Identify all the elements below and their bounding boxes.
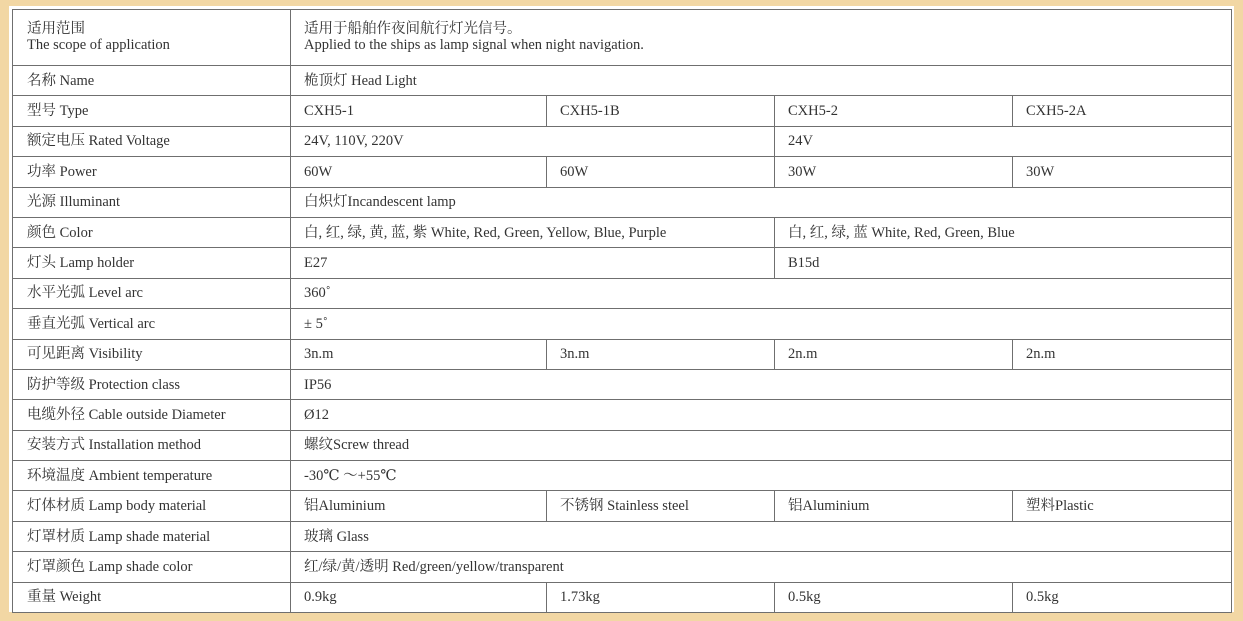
spec-value: 铝Aluminium: [291, 491, 547, 521]
scope-value-cell: [291, 10, 1232, 66]
spec-value: 白, 红, 绿, 黄, 蓝, 紫 White, Red, Green, Yellow, Blue, Purple: [291, 217, 775, 247]
spec-row: [13, 278, 1232, 308]
spec-value: ± 5˚: [291, 309, 1232, 339]
spec-value: 玻璃 Glass: [291, 521, 1232, 551]
spec-value: CXH5-2A: [1013, 96, 1232, 126]
spec-value: 3n.m: [291, 339, 547, 369]
spec-row: [13, 491, 1232, 521]
spec-value: 60W: [547, 157, 775, 187]
spec-row: [13, 96, 1232, 126]
spec-value: 30W: [1013, 157, 1232, 187]
spec-value: 白炽灯Incandescent lamp: [291, 187, 1232, 217]
spec-row: [13, 248, 1232, 278]
spec-value: 白, 红, 绿, 蓝 White, Red, Green, Blue: [775, 217, 1232, 247]
spec-label: 水平光弧 Level arc: [13, 278, 291, 308]
spec-row: [13, 369, 1232, 399]
spec-row: [13, 187, 1232, 217]
spec-value: 2n.m: [775, 339, 1013, 369]
spec-value: B15d: [775, 248, 1232, 278]
scope-value-zh: 适用于船舶作夜间航行灯光信号。: [304, 21, 522, 37]
spec-row: [13, 582, 1232, 612]
spec-value: 桅顶灯 Head Light: [291, 66, 1232, 96]
spec-value: CXH5-1B: [547, 96, 775, 126]
spec-value: 不锈钢 Stainless steel: [547, 491, 775, 521]
spec-value: IP56: [291, 369, 1232, 399]
spec-row: [13, 430, 1232, 460]
spec-value: E27: [291, 248, 775, 278]
spec-label: 灯体材质 Lamp body material: [13, 491, 291, 521]
spec-row: [13, 461, 1232, 491]
spec-row: [13, 339, 1232, 369]
spec-label: 灯头 Lamp holder: [13, 248, 291, 278]
spec-value: 螺纹Screw thread: [291, 430, 1232, 460]
spec-row: [13, 66, 1232, 96]
spec-value: 1.73kg: [547, 582, 775, 612]
scope-row: [13, 10, 1232, 66]
spec-value: 2n.m: [1013, 339, 1232, 369]
spec-value: -30℃ ～+55℃: [291, 461, 1232, 491]
spec-label: 灯罩材质 Lamp shade material: [13, 521, 291, 551]
spec-sheet-frame: [9, 6, 1234, 612]
spec-value: 360˚: [291, 278, 1232, 308]
spec-row: [13, 157, 1232, 187]
scope-label-en: The scope of application: [27, 37, 170, 53]
spec-value: 红/绿/黄/透明 Red/green/yellow/transparent: [291, 552, 1232, 582]
spec-value: 24V: [775, 126, 1232, 156]
spec-value: Ø12: [291, 400, 1232, 430]
spec-value: 60W: [291, 157, 547, 187]
spec-value: CXH5-1: [291, 96, 547, 126]
spec-row: [13, 521, 1232, 551]
spec-value: 0.5kg: [775, 582, 1013, 612]
scope-label-zh: 适用范围: [27, 21, 85, 37]
spec-label: 重量 Weight: [13, 582, 291, 612]
spec-value: CXH5-2: [775, 96, 1013, 126]
spec-value: 0.5kg: [1013, 582, 1232, 612]
spec-row: [13, 552, 1232, 582]
spec-value: 24V, 110V, 220V: [291, 126, 775, 156]
spec-label: 防护等级 Protection class: [13, 369, 291, 399]
spec-label: 名称 Name: [13, 66, 291, 96]
spec-row: [13, 309, 1232, 339]
spec-row: [13, 400, 1232, 430]
spec-value: 30W: [775, 157, 1013, 187]
spec-table: [12, 9, 1232, 613]
spec-label: 额定电压 Rated Voltage: [13, 126, 291, 156]
spec-label: 光源 Illuminant: [13, 187, 291, 217]
spec-row: [13, 217, 1232, 247]
spec-label: 环境温度 Ambient temperature: [13, 461, 291, 491]
spec-label: 垂直光弧 Vertical arc: [13, 309, 291, 339]
scope-value-en: Applied to the ships as lamp signal when night navigation.: [304, 37, 644, 53]
spec-value: 0.9kg: [291, 582, 547, 612]
spec-label: 可见距离 Visibility: [13, 339, 291, 369]
spec-value: 铝Aluminium: [775, 491, 1013, 521]
spec-label: 颜色 Color: [13, 217, 291, 247]
spec-value: 塑料Plastic: [1013, 491, 1232, 521]
spec-label: 安装方式 Installation method: [13, 430, 291, 460]
spec-value: 3n.m: [547, 339, 775, 369]
spec-label: 型号 Type: [13, 96, 291, 126]
spec-label: 电缆外径 Cable outside Diameter: [13, 400, 291, 430]
spec-label: 灯罩颜色 Lamp shade color: [13, 552, 291, 582]
spec-label: 功率 Power: [13, 157, 291, 187]
scope-label-cell: [13, 10, 291, 66]
spec-row: [13, 126, 1232, 156]
spec-table-body: [13, 10, 1232, 613]
